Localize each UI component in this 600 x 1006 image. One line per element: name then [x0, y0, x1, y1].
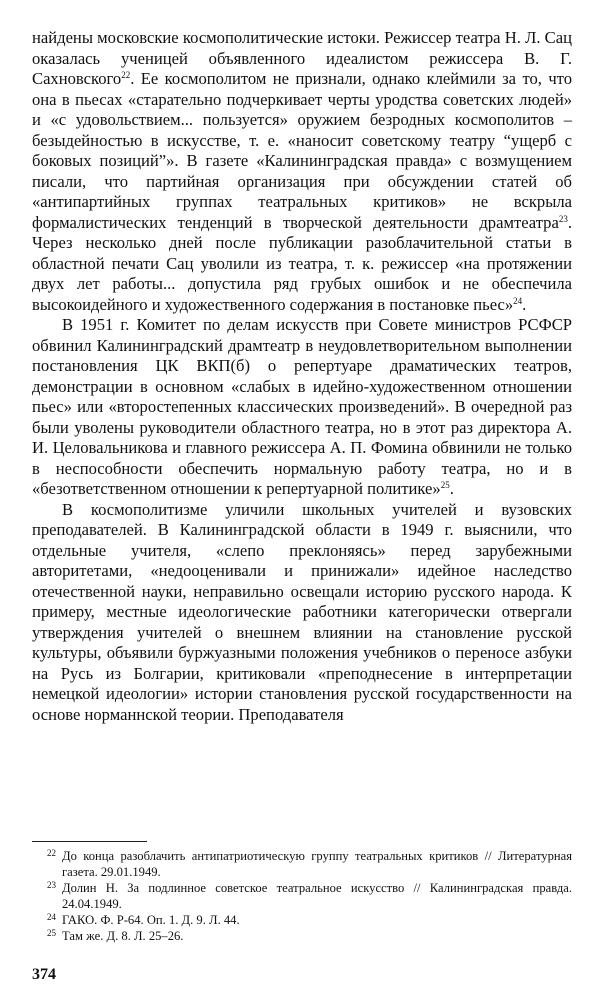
footnote-text: Там же. Д. 8. Л. 25–26. — [62, 929, 184, 943]
main-text — [32, 28, 572, 725]
footnote-ref[interactable]: 24 — [513, 295, 523, 306]
paragraph — [32, 315, 572, 500]
footnote-number: 22 — [47, 848, 56, 858]
footnote — [32, 848, 572, 880]
footnotes — [32, 848, 572, 944]
footnote-number: 25 — [47, 928, 56, 938]
text-run: В 1951 г. Комитет по делам искусств при Совете министров РСФСР обвинил Калининградский драмтеатр в неудовлетворительном выполнении постановления ЦК ВКП(б) о репертуаре драматических театров, демонстрации в основном «слабых в идейно-художественном отношении пьес» или «второстепенных классических произведений». В очередной раз были уволены руководители областного театра, но в этот раз директора А. И. Целовальникова и главного режиссера А. П. Фомина обвинили не только в неспособности обеспечить нормальную работу театра, но и в «безответственном отношении к репертуарной политике» — [32, 315, 572, 498]
footnote-number: 24 — [47, 912, 56, 922]
footnote — [32, 912, 572, 928]
text-run: . Ее космополитом не признали, однако клеймили за то, что она в пьесах «старательно подчеркивает черты уродства советских людей» и «с удовольствием... пользуется» оружием безродных космополитов – безыдейностью в искусстве, т. е. «наносит советскому театру “ущерб с боковых позиций”». В газете «Калининградская правда» с возмущением писали, что партийная организация при обсуждении статей об «антипартийных группах театральных критиков» не вскрыла формалистических тенденций в творческой деятельности драмтеатра — [32, 69, 572, 232]
footnote-divider — [32, 841, 147, 842]
footnote-number: 23 — [47, 880, 56, 890]
text-run: найдены московские космополитические истоки. Режиссер театра Н. Л. Сац оказалась ученицей объявленного идеалистом режиссера В. Г. Сахновского — [32, 28, 572, 88]
footnote-ref[interactable]: 22 — [121, 70, 131, 80]
text-run: . — [522, 294, 527, 314]
paragraph — [32, 28, 572, 315]
footnote-ref[interactable]: 23 — [558, 213, 568, 224]
footnote-text: Долин Н. За подлинное советское театральное искусство // Калининградская правда. 24.04.1949. — [62, 881, 572, 911]
footnote — [32, 928, 572, 944]
footnote-text: До конца разоблачить антипатриотическую группу театральных критиков // Литературная газета. 29.01.1949. — [62, 849, 572, 879]
paragraph — [32, 500, 572, 726]
footnote-ref[interactable]: 25 — [440, 480, 450, 490]
text-run: . Через несколько дней после публикации разоблачительной статьи в областной печати Сац уволили из театра, т. к. режиссер «на протяжении двух лет работы... допустила ряд грубых ошибок и не обеспечила высокоидейного и художественного содержания в постановке пьес» — [32, 212, 572, 314]
text-run: . — [449, 479, 454, 498]
footnote — [32, 880, 572, 912]
footnote-text: ГАКО. Ф. Р-64. Оп. 1. Д. 9. Л. 44. — [62, 913, 240, 927]
text-run: В космополитизме уличили школьных учителей и вузовских преподавателей. В Калининградской области в 1949 г. выяснили, что отдельные учителя, «слепо преклоняясь» перед зарубежными авторитетами, «недооценивали и принижали» идейное наследство отечественной науки, неправильно освещали историю русского народа. К примеру, местные идеологические работники категорически отвергали утверждения учителей о внешнем влиянии на становление русской культуры, объявили буржуазными положения учебников о переносе азбуки на Русь из Болгарии, критиковали «преподнесение в интерпретации немецкой идеологии» истории становления русской государственности на основе норманнской теории. Преподавателя — [32, 499, 572, 724]
page-number: 374 — [32, 966, 56, 983]
